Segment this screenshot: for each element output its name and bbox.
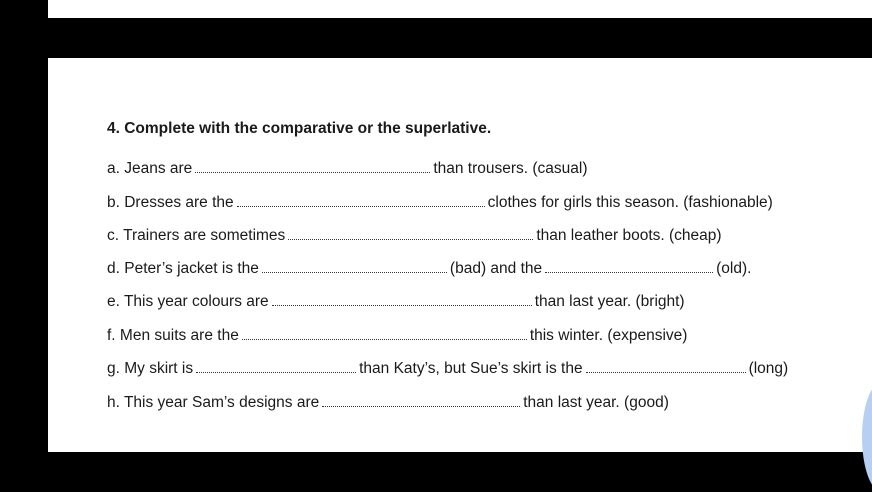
answer-blank[interactable] bbox=[545, 258, 713, 273]
answer-blank[interactable] bbox=[237, 192, 485, 207]
item-d: d. Peter’s jacket is the (bad) and the (old). bbox=[107, 260, 752, 277]
item-b: b. Dresses are the clothes for girls this season. (fashionable) bbox=[107, 194, 773, 211]
answer-blank[interactable] bbox=[196, 358, 356, 373]
top-strip bbox=[48, 0, 872, 18]
answer-blank[interactable] bbox=[195, 158, 430, 173]
corner-shape bbox=[862, 382, 872, 492]
answer-blank[interactable] bbox=[322, 392, 520, 407]
answer-blank[interactable] bbox=[586, 358, 746, 373]
answer-blank[interactable] bbox=[272, 291, 532, 306]
exercise-title: 4. Complete with the comparative or the superlative. bbox=[107, 120, 492, 137]
item-a: a. Jeans are than trousers. (casual) bbox=[107, 160, 588, 177]
answer-blank[interactable] bbox=[288, 225, 533, 240]
item-e: e. This year colours are than last year. (bright) bbox=[107, 293, 685, 310]
worksheet-page bbox=[48, 58, 872, 452]
item-f: f. Men suits are the this winter. (expensive) bbox=[107, 327, 688, 344]
item-g: g. My skirt is than Katy’s, but Sue’s skirt is the (long) bbox=[107, 360, 789, 377]
item-h: h. This year Sam’s designs are than last year. (good) bbox=[107, 394, 669, 411]
answer-blank[interactable] bbox=[242, 325, 527, 340]
answer-blank[interactable] bbox=[262, 258, 447, 273]
item-c: c. Trainers are sometimes than leather boots. (cheap) bbox=[107, 227, 722, 244]
